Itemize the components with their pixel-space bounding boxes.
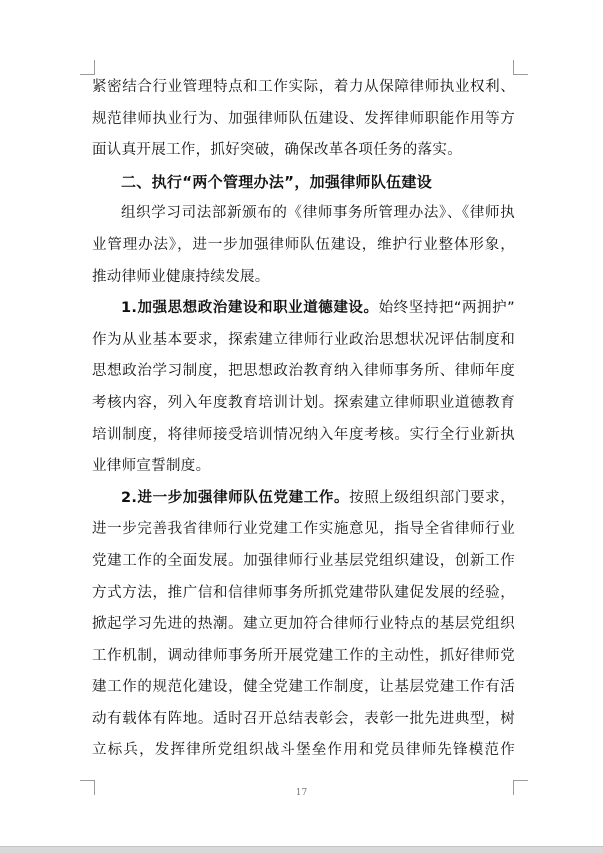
body-line: 业律师宣誓制度。 <box>92 458 211 475</box>
crop-mark-top-right <box>513 60 528 75</box>
body-line: 动有载体有阵地。适时召开总结表彰会，表彰一批先进典型，树 <box>92 710 515 727</box>
body-line: 建工作的规范化建设，健全党建工作制度，让基层党建工作有活 <box>92 679 515 696</box>
body-line: 掀起学习先进的热潮。建立更加符合律师行业特点的基层党组织 <box>92 616 515 633</box>
body-line: 组织学习司法部新颁布的《律师事务所管理办法》、《律师执 <box>121 205 515 222</box>
body-line: 工作机制，调动律师事务所开展党建工作的主动性，抓好律师党 <box>92 647 515 664</box>
section-heading: 二、执行“两个管理办法”，加强律师队伍建设 <box>121 172 433 191</box>
body-line: 思想政治学习制度，把思想政治教育纳入律师事务所、律师年度 <box>92 363 515 380</box>
body-line: 考核内容，列入年度教育培训计划。探索建立律师职业道德教育 <box>92 394 515 411</box>
body-line: 规范律师执业行为、加强律师队伍建设、发挥律师职能作用等方 <box>92 110 515 127</box>
body-line: 立标兵，发挥律所党组织战斗堡垒作用和党员律师先锋模范作 <box>92 742 515 759</box>
body-line: 推动律师业健康持续发展。 <box>92 268 270 285</box>
document-body <box>92 72 515 767</box>
page-number: 17 <box>295 788 308 798</box>
item1-first-rest: 始终坚持把“两拥护” <box>378 300 515 317</box>
body-line: 紧密结合行业管理特点和工作实际，着力从保障律师执业权利、 <box>92 79 515 95</box>
item2-first-rest: 按照上级组织部门要求， <box>349 489 515 506</box>
item2-title: 2.进一步加强律师队伍党建工作。 <box>121 489 350 506</box>
item1-first-line <box>92 293 515 325</box>
body-line: 面认真开展工作，抓好突破，确保改革各项任务的落实。 <box>92 142 462 159</box>
body-line: 业管理办法》，进一步加强律师队伍建设，维护行业整体形象， <box>92 236 515 253</box>
item1-title: 1.加强思想政治建设和职业道德建设。 <box>121 300 379 317</box>
item2-first-line <box>92 483 515 515</box>
body-line: 作为从业基本要求，探索建立律师行业政治思想状况评估制度和 <box>92 331 515 348</box>
body-line: 进一步完善我省律师行业党建工作实施意见，指导全省律师行业 <box>92 521 515 538</box>
body-line: 培训制度，将律师接受培训情况纳入年度考核。实行全行业新执 <box>92 426 515 443</box>
body-line: 方式方法，推广信和信律师事务所抓党建带队建促发展的经验， <box>92 584 515 601</box>
body-line: 党建工作的全面发展。加强律师行业基层党组织建设，创新工作 <box>92 552 515 569</box>
